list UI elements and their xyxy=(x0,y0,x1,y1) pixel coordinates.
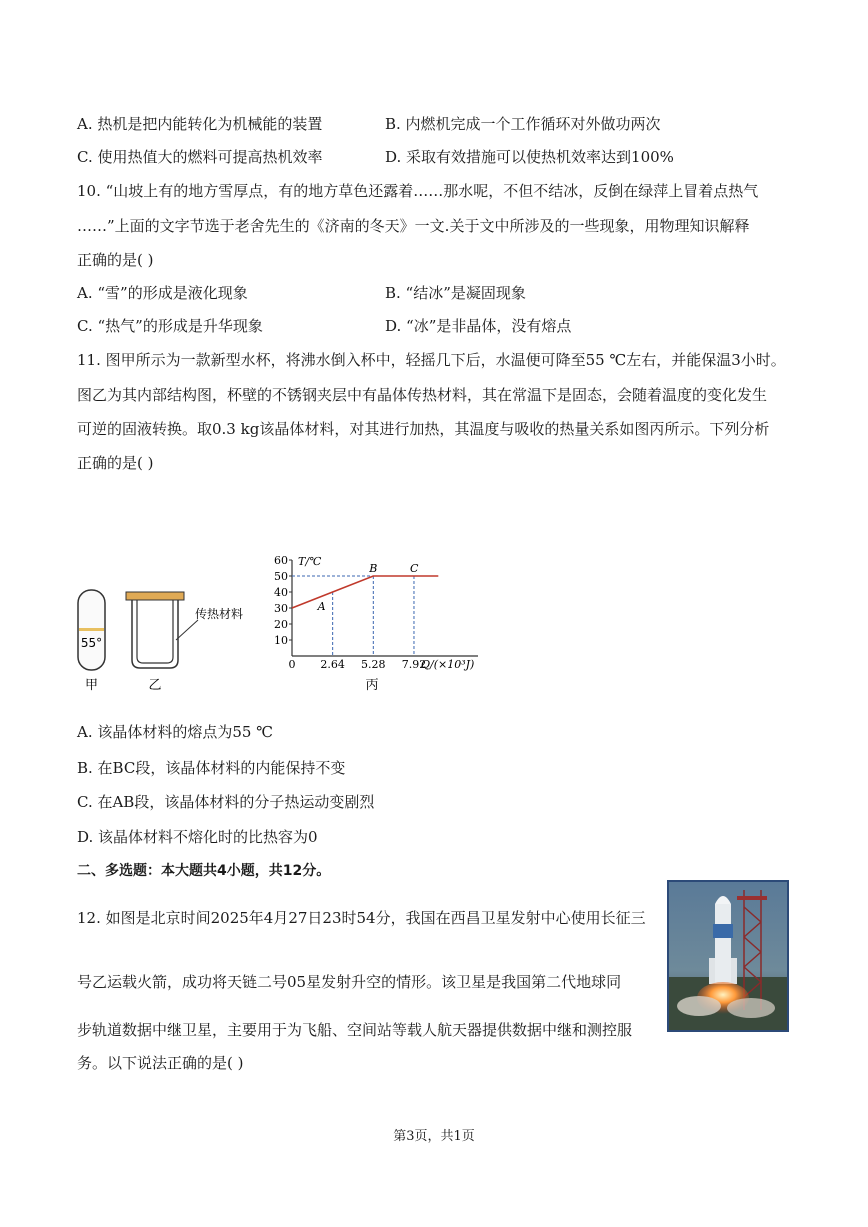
point-label-a: A xyxy=(317,600,326,613)
cup-outer-wall xyxy=(132,600,178,668)
figure-label-jia: 甲 xyxy=(84,678,99,693)
y-tick-label: 40 xyxy=(274,586,288,599)
x-tick-label: 7.92 xyxy=(401,658,427,671)
series-line xyxy=(292,576,438,608)
rocket-launch-photo xyxy=(667,880,789,1032)
q11-stem-line3: 可逆的固液转换。取0.3 kg该晶体材料，对其进行加热，其温度与吸收的热量关系如图丙所示。下列分析 xyxy=(77,420,770,438)
q9-option-c: C. 使用热值大的燃料可提高热机效率 xyxy=(77,148,323,166)
q11-option-c: C. 在AB段，该晶体材料的分子热运动变剧烈 xyxy=(77,793,375,811)
q9-option-a: A. 热机是把内能转化为机械能的装置 xyxy=(77,115,323,133)
cup-figure-jia xyxy=(78,590,105,693)
q12-stem-line3: 步轨道数据中继卫星，主要用于为飞船、空间站等载人航天器提供数据中继和测控服 xyxy=(77,1021,633,1039)
q11-figures xyxy=(70,550,500,695)
q10-stem-line1: 10. “山坡上有的地方雪厚点，有的地方草色还露着……那水呢，不但不结冰，反倒在绿萍上冒着点热气 xyxy=(77,182,759,200)
point-label-b: B xyxy=(369,562,378,575)
y-axis-label: T/℃ xyxy=(298,555,322,568)
y-tick-label: 50 xyxy=(274,570,288,583)
q11-stem-line4: 正确的是( ) xyxy=(77,454,154,472)
y-tick-label: 20 xyxy=(274,618,288,631)
q10-stem-line2: ……”上面的文字节选于老舍先生的《济南的冬天》一文.关于文中所涉及的一些现象，用物理知识解释 xyxy=(77,217,750,235)
q11-option-d: D. 该晶体材料不熔化时的比热容为0 xyxy=(77,828,318,846)
figure-label-bing: 丙 xyxy=(365,678,379,693)
point-label-c: C xyxy=(409,562,419,575)
temperature-heat-chart xyxy=(274,554,478,693)
cup-figure-yi xyxy=(126,592,243,693)
cup-lid xyxy=(126,592,184,600)
q10-stem-line3: 正确的是( ) xyxy=(77,251,154,269)
material-pointer xyxy=(176,620,198,640)
x-tick-label: 2.64 xyxy=(320,658,345,671)
q11-option-a: A. 该晶体材料的熔点为55 ℃ xyxy=(77,723,274,741)
cup-temp-label: 55° xyxy=(80,636,103,650)
q11-option-b: B. 在BC段，该晶体材料的内能保持不变 xyxy=(77,759,346,777)
y-tick-label: 10 xyxy=(274,634,288,647)
q10-option-a: A. “雪”的形成是液化现象 xyxy=(77,284,248,302)
q10-option-b: B. “结冰”是凝固现象 xyxy=(385,284,526,302)
y-tick-label: 30 xyxy=(274,602,288,615)
q10-option-c: C. “热气”的形成是升华现象 xyxy=(77,317,263,335)
q12-stem-line2: 号乙运载火箭，成功将天链二号05星发射升空的情形。该卫星是我国第二代地球同 xyxy=(77,973,622,991)
section-heading: 二、多选题：本大题共4小题，共12分。 xyxy=(77,863,331,879)
cup-band xyxy=(79,628,104,631)
q10-option-d: D. “冰”是非晶体，没有熔点 xyxy=(385,317,572,335)
figure-label-yi: 乙 xyxy=(148,678,162,693)
material-label: 传热材料 xyxy=(195,607,244,621)
q12-stem-line1: 12. 如图是北京时间2025年4月27日23时54分，我国在西昌卫星发射中心使用长征三 xyxy=(77,909,646,927)
q11-stem-line1: 11. 图甲所示为一款新型水杯，将沸水倒入杯中，轻摇几下后，水温便可降至55 ℃左右，并能保温3小时。 xyxy=(77,351,786,369)
x-axis-label: Q/(×10³J) xyxy=(421,658,475,671)
y-tick-label: 60 xyxy=(274,554,288,567)
x-tick-label: 5.28 xyxy=(361,658,386,671)
q9-option-b: B. 内燃机完成一个工作循环对外做功两次 xyxy=(385,115,661,133)
q9-option-d: D. 采取有效措施可以使热机效率达到100% xyxy=(385,148,674,166)
q12-stem-line4: 务。以下说法正确的是( ) xyxy=(77,1054,244,1072)
origin-label: 0 xyxy=(288,658,296,671)
page-footer: 第3页，共1页 xyxy=(393,1129,475,1144)
cup-inner-wall xyxy=(137,600,173,663)
q11-stem-line2: 图乙为其内部结构图，杯壁的不锈钢夹层中有晶体传热材料，其在常温下是固态，会随着温度的变化发生 xyxy=(77,386,768,404)
